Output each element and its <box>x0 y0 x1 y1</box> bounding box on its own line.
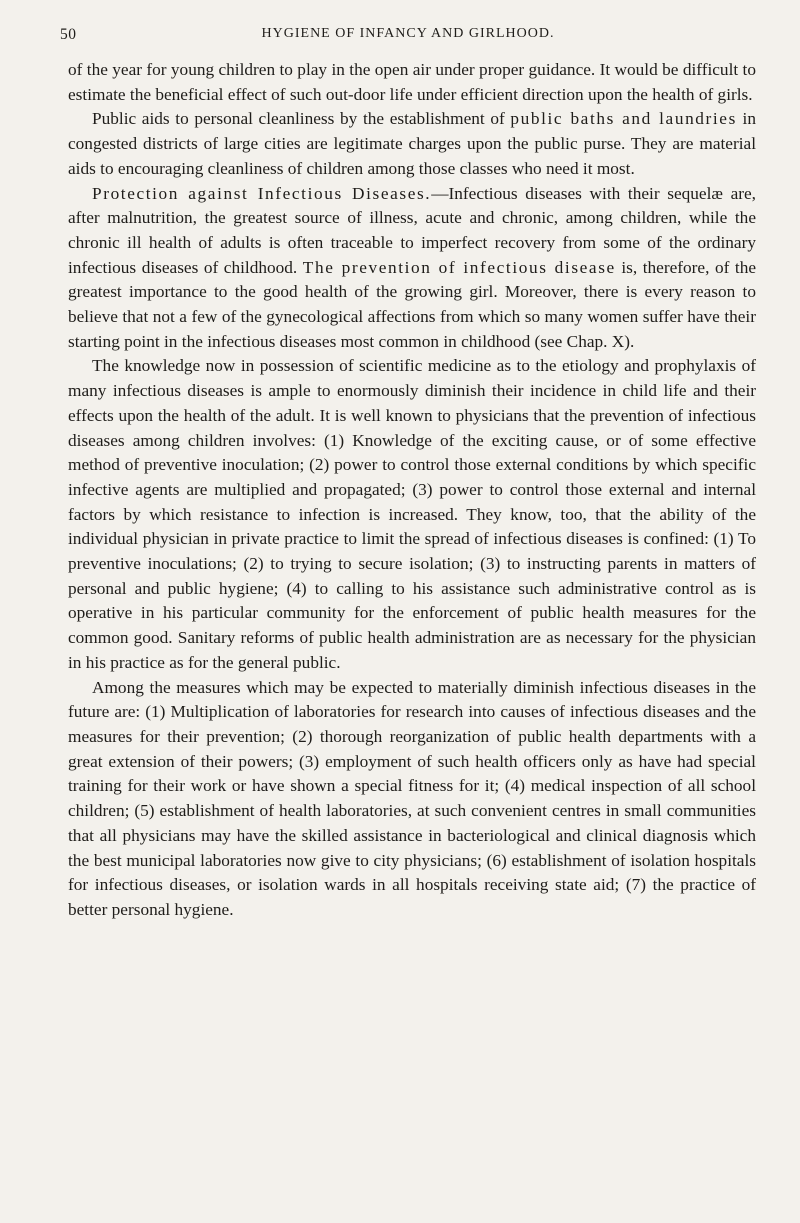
page-header <box>60 26 756 50</box>
paragraph-text: Public aids to personal cleanliness by the establishment of <box>92 109 511 129</box>
section-heading: Protection against Infectious Diseases. <box>92 183 432 203</box>
paragraph-infectious-diseases <box>68 182 756 355</box>
paragraph-measures <box>68 676 756 923</box>
paragraph-text: The knowledge now in possession of scientific medicine as to the etiology and prophylaxis of many infectious diseases is ample to enormously diminish their incidence in child life and their effects upon the health of the adult. It is well known to physicians that the prevention of infectious diseases among children involves: (1) Knowledge of the exciting cause, or of some effective method of preventive inoculation; (2) power to control those external conditions by which specific infective agents are multiplied and propagated; (3) power to control those external and internal factors by which resistance to infection is increased. They know, too, that the ability of the individual physician in private practice to limit the spread of infectious diseases is confined: (1) To preventive inoculations; (2) to trying to secure isolation; (3) to instructing parents in matters of personal and public hygiene; (4) to calling to his assistance such administrative control as is operative in his particular community for the enforcement of public health measures for the common good. Sanitary reforms of public health administration are as necessary for the physician in his practice as for the general public. <box>68 356 756 672</box>
spaced-emphasis: The prevention of infectious disease <box>302 257 616 277</box>
paragraph-text: is, therefore, of the greatest importance to the good health of the growing girl. Moreover, there is every reason to believe that not a few of the gynecological affections from which so many women suffer have their starting point in the infectious diseases most common in childhood (see Chap. X). <box>68 257 757 351</box>
page-number: 50 <box>60 26 77 43</box>
paragraph-text: —Infectious diseases with their sequelæ are, after malnutrition, the greatest source of illness, acute and chronic, among children, while the chronic ill health of adults is often traceable to imperfect recovery from some of the ordinary infectious diseases of childhood. <box>68 183 756 277</box>
paragraph-text: in congested districts of large cities are legitimate charges upon the public purse. They are material aids to encouraging cleanliness of children among those classes who need it most. <box>68 109 756 178</box>
paragraph-text: Among the measures which may be expected to materially diminish infectious diseases in the future are: (1) Multiplication of laboratories for research into causes of infectious diseases and the measures for their prevention; (2) thorough reorganization of public health departments with a great extension of their powers; (3) employment of such health officers only as have had special training for their work or have shown a special fitness for it; (4) medical inspection of all school children; (5) establishment of health laboratories, at such convenient centres in small communities that all physicians may have the skilled assistance in bacteriological and clinical diagnosis which the best municipal laboratories now give to city physicians; (6) establishment of isolation hospitals for infectious diseases, or isolation wards in all hospitals receiving state aid; (7) the practice of better personal hygiene. <box>68 677 756 919</box>
paragraph-knowledge <box>68 354 756 675</box>
page-body <box>68 58 756 923</box>
paragraph-public-baths <box>68 107 756 181</box>
spaced-emphasis: public baths and laundries <box>510 109 737 129</box>
paragraph-1 <box>68 58 756 107</box>
running-title: HYGIENE OF INFANCY AND GIRLHOOD. <box>261 26 555 41</box>
paragraph-text: of the year for young children to play in the open air under proper guidance. It would be difficult to estimate the beneficial effect of such out-door life under efficient direction upon the health of girls. <box>68 60 756 104</box>
